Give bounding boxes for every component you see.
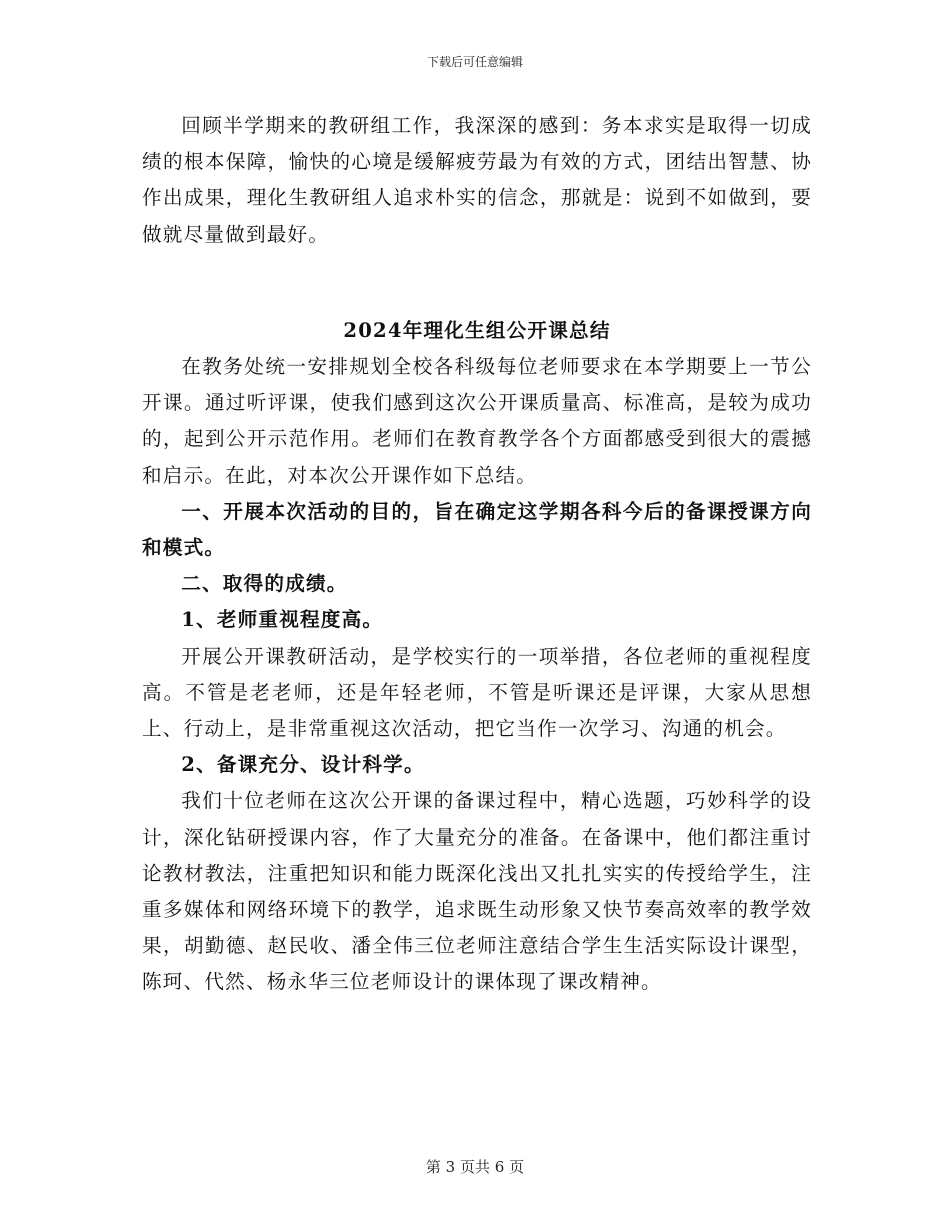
section-spacer (142, 253, 812, 313)
page-footer: 第 3 页共 6 页 (425, 1158, 525, 1176)
body-paragraph: 开展公开课教研活动，是学校实行的一项举措，各位老师的重视程度高。不管是老老师，还是年轻老师，不管是听课还是评课，大家从思想上、行动上，是非常重视这次活动，把它当作一次学习、沟通的机会。 (142, 644, 812, 741)
body-paragraph: 在教务处统一安排规划全校各科级每位老师要求在本学期要上一节公开课。通过听评课，使我们感到这次公开课质量高、标准高，是较为成功的，起到公开示范作用。老师们在教育教学各个方面都感受到很大的震撼和启示。在此，对本次公开课作如下总结。 (142, 355, 812, 487)
page-header: 下载后可任意编辑 (426, 55, 523, 69)
document-title: 2024年理化生组公开课总结 (343, 318, 611, 342)
document-body (142, 108, 812, 1001)
body-paragraph: 我们十位老师在这次公开课的备课过程中，精心选题，巧妙科学的设计，深化钻研授课内容，作了大量充分的准备。在备课中，他们都注重讨论教材教法，注重把知识和能力既深化浅出又扎扎实实的传授给学生，注重多媒体和网络环境下的教学，追求既生动形象又快节奏高效率的教学效果，胡勤德、赵民收、潘全伟三位老师注意结合学生生活实际设计课型，陈珂、代然、杨永华三位老师设计的课体现了课改精神。 (142, 789, 812, 994)
subheading-lesson-preparation: 2、备课充分、设计科学。 (181, 753, 425, 777)
section-heading-purpose: 一、开展本次活动的目的，旨在确定这学期各科今后的备课授课方向和模式。 (142, 499, 812, 560)
section-heading-achievements: 二、取得的成绩。 (181, 572, 348, 596)
subheading-teacher-attention: 1、老师重视程度高。 (181, 608, 384, 632)
intro-paragraph: 回顾半学期来的教研组工作，我深深的感到：务本求实是取得一切成绩的根本保障，愉快的心境是缓解疲劳最为有效的方式，团结出智慧、协作出成果，理化生教研组人追求朴实的信念，那就是：说到不如做到，要做就尽量做到最好。 (142, 114, 812, 246)
